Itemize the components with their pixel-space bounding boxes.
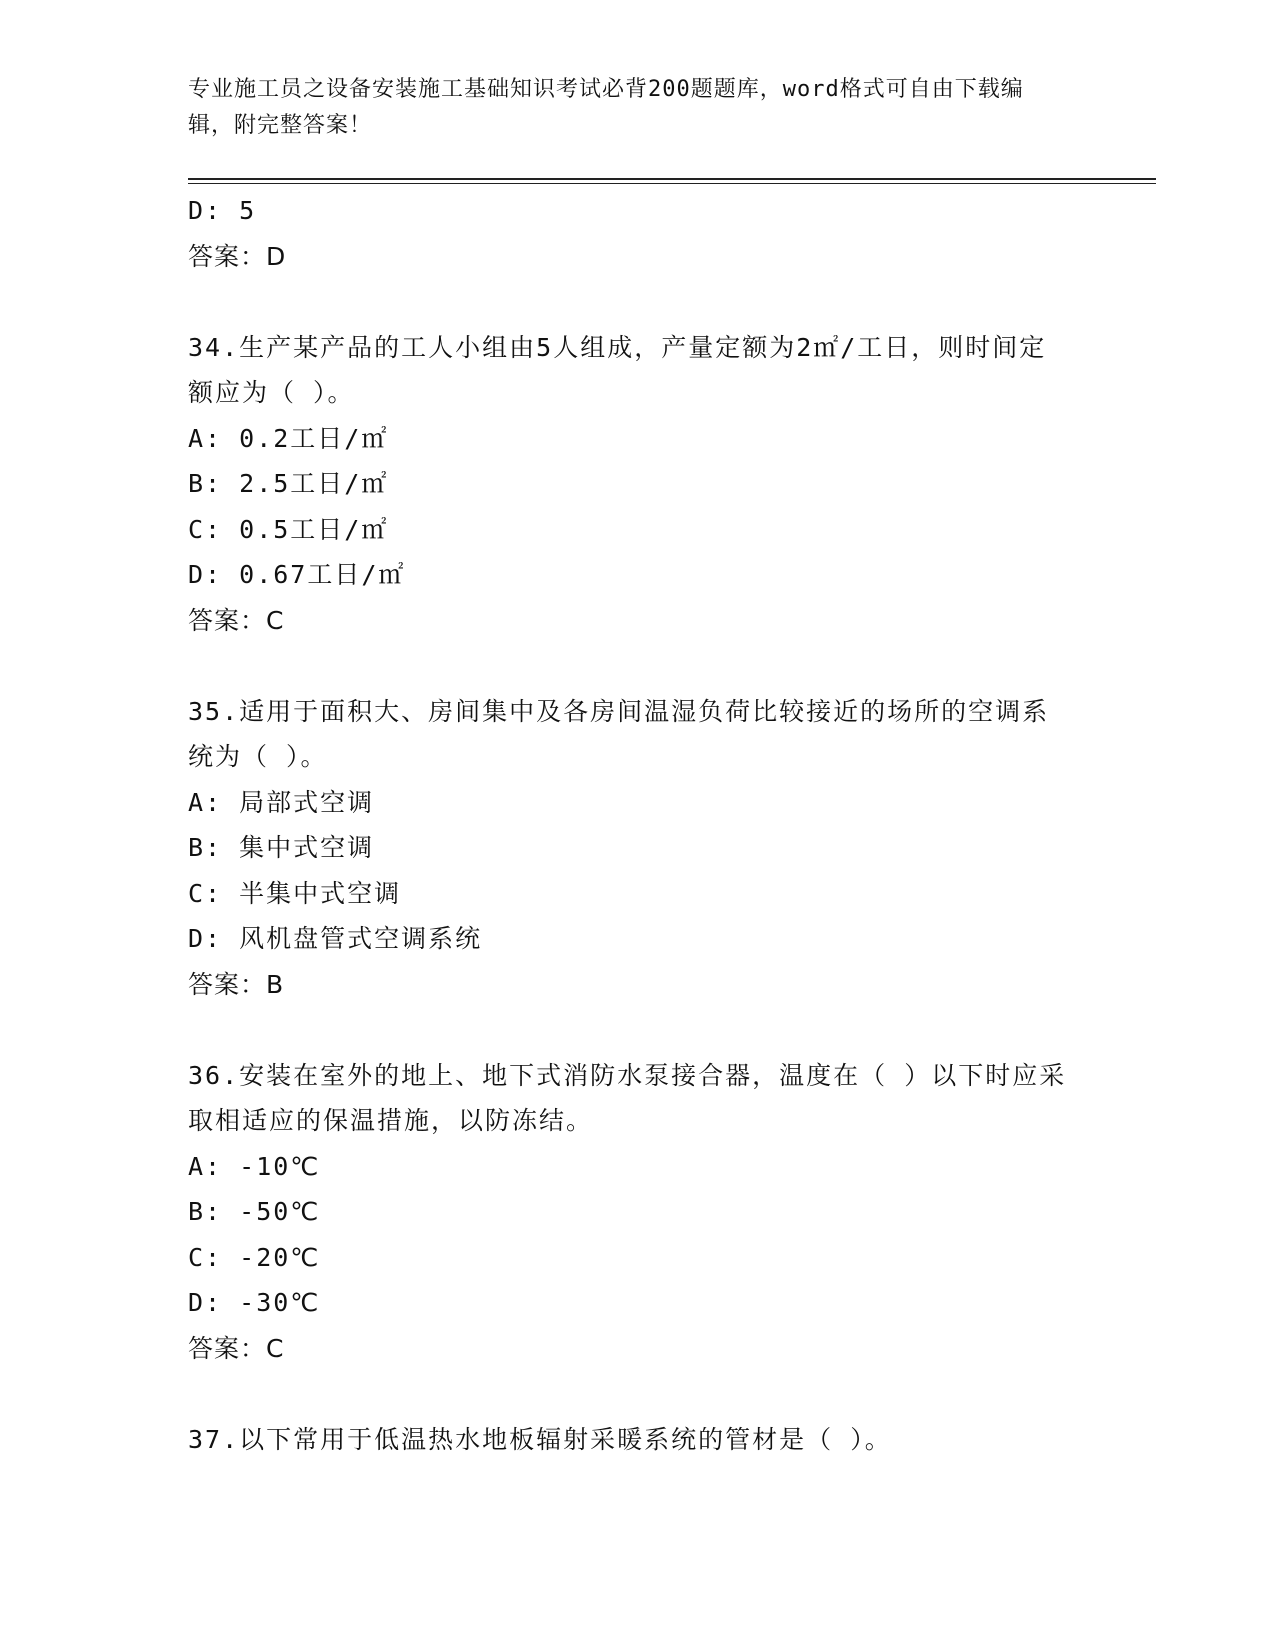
spacer <box>188 643 1088 689</box>
document-header <box>188 72 1068 144</box>
header-title: 专业施工员之设备安装施工基础知识考试必背200题题库，word格式可自由下载编辑，附完整答案！ <box>188 77 1024 138</box>
option-d: D: 风机盘管式空调系统 <box>188 924 483 953</box>
question-text: 34.生产某产品的工人小组由5人组成，产量定额为2㎡/工日，则时间定额应为（ ）。 <box>188 332 1047 407</box>
spacer <box>188 1371 1088 1417</box>
option-a: A: 0.2工日/㎡ <box>188 423 389 453</box>
answer: 答案：C <box>188 1333 285 1363</box>
header-divider-thin <box>188 183 1156 184</box>
spacer <box>188 279 1088 325</box>
option-d: D: -30℃ <box>188 1288 321 1317</box>
question-35 <box>188 689 1088 1008</box>
question-37 <box>188 1417 1088 1463</box>
prev-answer: 答案：D <box>188 241 287 271</box>
option-d: D: 0.67工日/㎡ <box>188 560 406 589</box>
spacer <box>188 1007 1088 1053</box>
question-text: 37.以下常用于低温热水地板辐射采暖系统的管材是（ ）。 <box>188 1424 892 1454</box>
question-34 <box>188 325 1088 644</box>
option-a: A: 局部式空调 <box>188 787 375 817</box>
question-36 <box>188 1053 1088 1372</box>
option-a: A: -10℃ <box>188 1151 321 1181</box>
option-b: B: 2.5工日/㎡ <box>188 469 389 498</box>
prev-option-d: D: 5 <box>188 196 257 225</box>
question-text: 36.安装在室外的地上、地下式消防水泵接合器，温度在（ ）以下时应采取相适应的保温措施，以防冻结。 <box>188 1060 1067 1135</box>
question-list <box>188 188 1088 1462</box>
question-text: 35.适用于面积大、房间集中及各房间温湿负荷比较接近的场所的空调系统为（ ）。 <box>188 696 1050 771</box>
option-c: C: -20℃ <box>188 1242 321 1272</box>
header-divider <box>188 178 1156 180</box>
option-b: B: -50℃ <box>188 1197 321 1226</box>
answer: 答案：B <box>188 969 285 999</box>
option-c: C: 0.5工日/㎡ <box>188 514 389 544</box>
option-b: B: 集中式空调 <box>188 833 375 862</box>
option-c: C: 半集中式空调 <box>188 878 402 908</box>
answer: 答案：C <box>188 605 285 635</box>
